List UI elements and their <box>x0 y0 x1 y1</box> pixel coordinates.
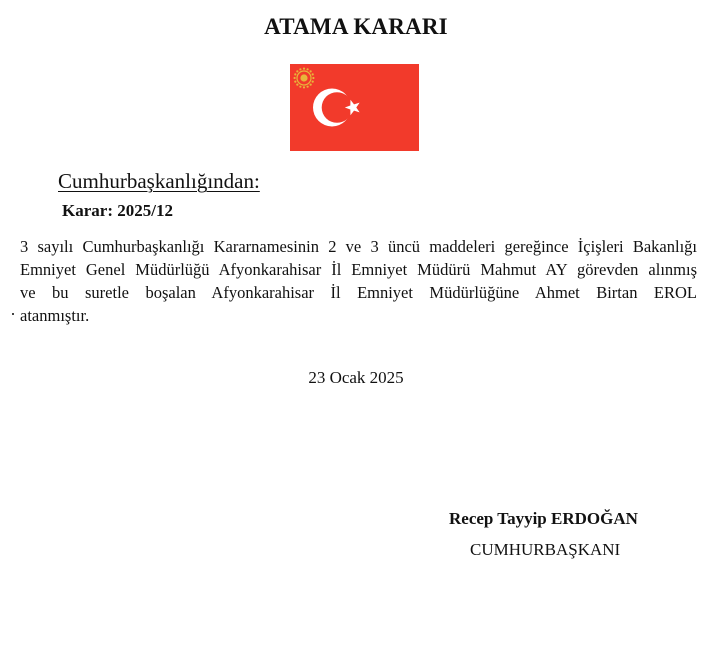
seal-star <box>303 68 305 70</box>
body-line: ve bu suretle boşalan Afyonkarahisar İl Emniyet Müdürlüğüne Ahmet Birtan EROL <box>20 283 697 302</box>
seal-star <box>294 81 296 83</box>
decision-number: Karar: 2025/12 <box>62 201 173 220</box>
body-line: 3 sayılı Cumhurbaşkanlığı Kararnamesinin 2 ve 3 üncü maddeleri gereğince İçişleri Bakanlığı <box>20 237 697 256</box>
issuer-heading: Cumhurbaşkanlığından: <box>58 169 260 193</box>
seal-star <box>296 84 298 86</box>
seal-star <box>312 73 314 75</box>
seal-star <box>307 86 309 88</box>
signer-title: CUMHURBAŞKANI <box>470 540 621 559</box>
seal-star <box>294 73 296 75</box>
seal-star <box>307 68 309 70</box>
seal-star <box>299 86 301 88</box>
seal-star <box>312 77 314 79</box>
seal-star <box>294 77 296 79</box>
seal-star <box>296 70 298 72</box>
body-line: Emniyet Genel Müdürlüğü Afyonkarahisar İl Emniyet Müdürü Mahmut AY görevden alınmış <box>20 260 697 279</box>
decision-body <box>20 235 697 327</box>
seal-star <box>312 81 314 83</box>
presidential-seal-icon <box>294 68 315 89</box>
seal-star <box>310 84 312 86</box>
seal-star <box>303 86 305 88</box>
seal-star <box>299 68 301 70</box>
document-title: ATAMA KARARI <box>264 14 448 39</box>
decision-date: 23 Ocak 2025 <box>308 368 404 387</box>
margin-dot <box>12 313 14 315</box>
signer-name: Recep Tayyip ERDOĞAN <box>449 509 638 528</box>
seal-star <box>310 70 312 72</box>
turkish-flag-icon <box>290 64 419 151</box>
body-line: atanmıştır. <box>20 306 90 325</box>
